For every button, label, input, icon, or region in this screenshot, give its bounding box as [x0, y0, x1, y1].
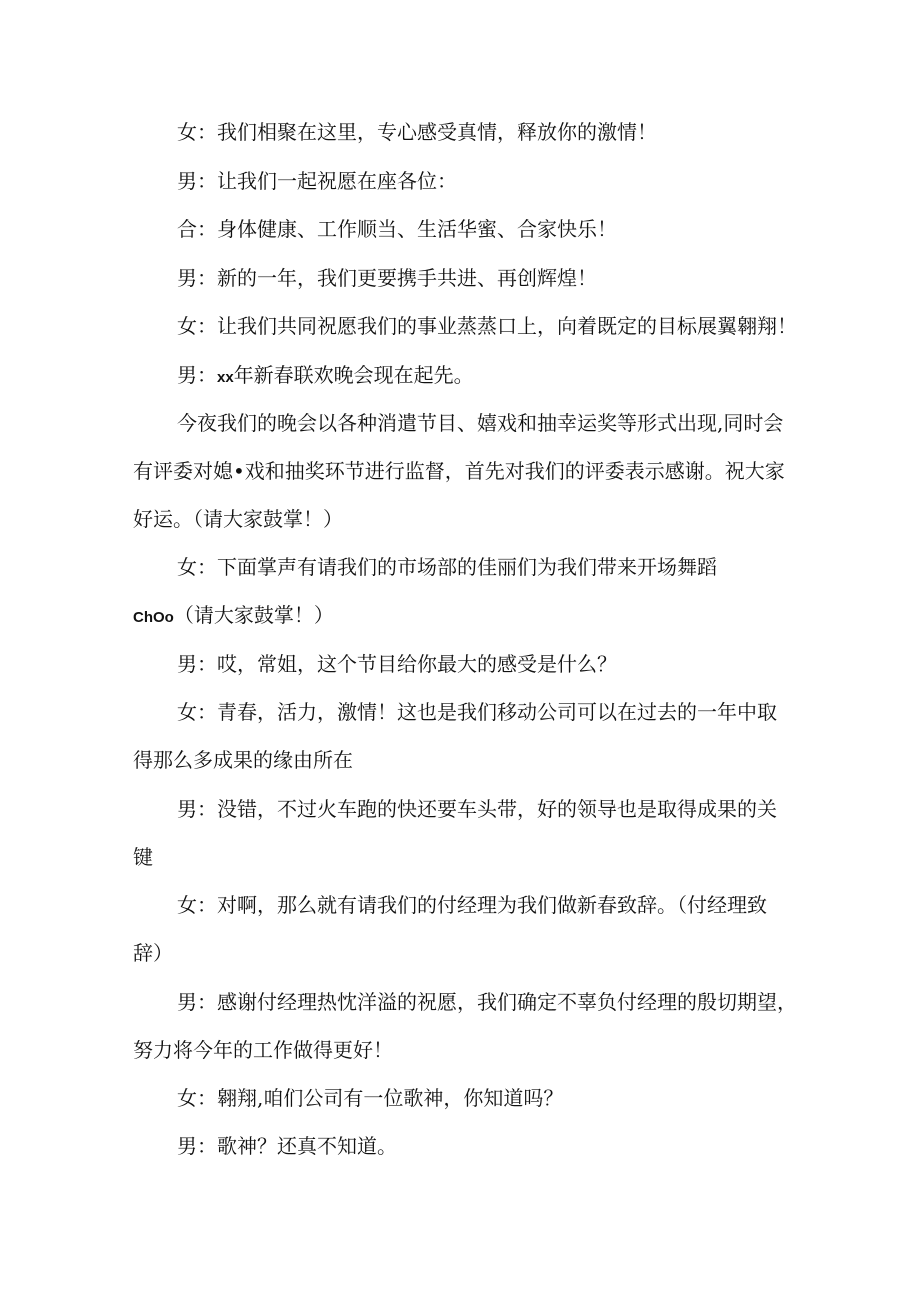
- dialogue-line-6: [177, 361, 857, 392]
- dialogue-line-5: 女：让我们共同祝愿我们的事业蒸蒸口上，向着既定的目标展翼翱翔！: [177, 314, 797, 338]
- dialogue-line-7-cont: [133, 601, 813, 632]
- dialogue-line-4: 男：新的一年，我们更要携手共进、再创辉煌！: [177, 266, 597, 290]
- dialogue-line-12: 男：感谢付经理热忱洋溢的祝愿，我们确定不辜负付经理的殷切期望，: [177, 990, 797, 1014]
- choo-text: ChOo: [133, 609, 174, 626]
- paragraph-line-3: 好运。（请大家鼓掌！）: [133, 507, 343, 531]
- dialogue-line-11-cont: 辞）: [133, 941, 173, 965]
- dialogue-line-8: 男：哎，常姐，这个节目给你最大的感受是什么？: [177, 652, 617, 676]
- dialogue-line-10-cont: 键: [133, 845, 153, 869]
- dialogue-line-13: 女：翱翔,咱们公司有一位歌神，你知道吗？: [177, 1086, 564, 1110]
- dialogue-line-6-text: 年新春联欢晚会现在起先。: [233, 363, 474, 387]
- dialogue-line-9-cont: 得那么多成果的缘由所在: [133, 748, 353, 772]
- applause-note: （请大家鼓掌！）: [173, 603, 334, 627]
- dialogue-line-9: 女：青春，活力，激情！这也是我们移动公司可以在过去的一年中取: [177, 700, 777, 724]
- dialogue-line-2: 男：让我们一起祝愿在座各位：: [177, 169, 457, 193]
- dialogue-line-1: 女：我们相聚在这里，专心感受真情，释放你的激情！: [177, 120, 657, 144]
- dialogue-line-7: 女：下面掌声有请我们的市场部的佳丽们为我们带来开场舞蹈: [177, 555, 717, 579]
- year-placeholder: xx: [217, 369, 234, 386]
- dialogue-line-14: 男：歌神？还真不知道。: [177, 1134, 397, 1158]
- dialogue-line-11: 女：对啊，那么就有请我们的付经理为我们做新春致辞。（付经理致: [177, 893, 767, 917]
- paragraph-line-1: 今夜我们的晚会以各种消遣节目、嬉戏和抽幸运奖等形式出现,同时会: [177, 411, 784, 435]
- speaker-prefix: 男：: [177, 363, 217, 387]
- paragraph-line-2: 有评委对媳•戏和抽奖环节进行监督，首先对我们的评委表示感谢。祝大家: [133, 459, 785, 483]
- dialogue-line-3: 合：身体健康、工作顺当、生活华蜜、合家快乐！: [177, 217, 617, 241]
- dialogue-line-12-cont: 努力将今年的工作做得更好！: [133, 1038, 393, 1062]
- dialogue-line-10: 男：没错，不过火车跑的快还要车头带，好的领导也是取得成果的关: [177, 797, 777, 821]
